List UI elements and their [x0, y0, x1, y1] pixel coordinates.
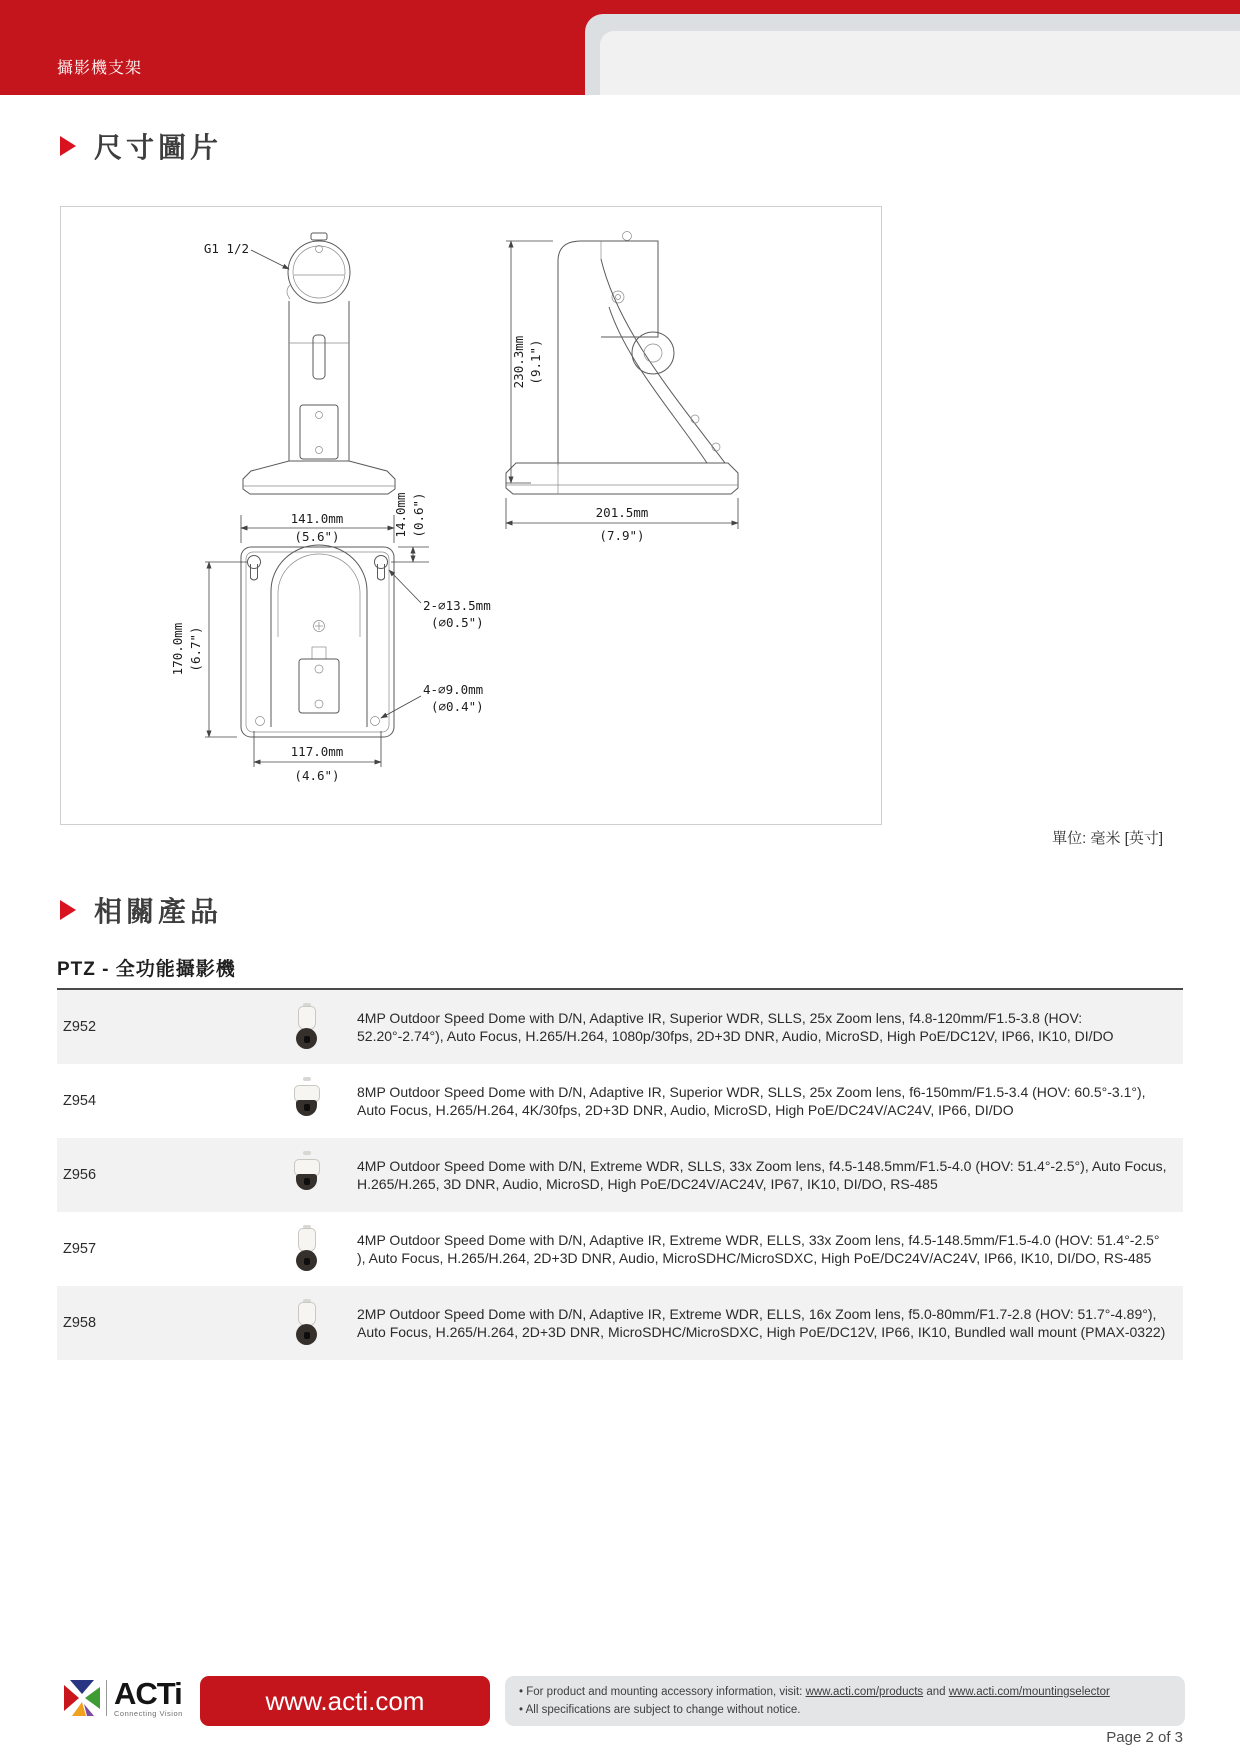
- product-description: 4MP Outdoor Speed Dome with D/N, Extreme WDR, SLLS, 33x Zoom lens, f4.5-148.5mm/F1.5-4.0 (HOV: 51.4°-2.5°), Auto Focus, H.265/H.265, 3D DNR, Audio, MicroSD, High PoE/DC24V/AC24V, IP67, IK10, DI/DO, RS-485: [357, 1158, 1167, 1192]
- thread-label: G1 1/2: [203, 241, 249, 256]
- bullet: •: [519, 1686, 524, 1698]
- back-offset-mm: 14.0mm: [393, 492, 408, 538]
- footer-notes: [505, 1676, 1185, 1726]
- products-link[interactable]: www.acti.com/products: [805, 1686, 924, 1698]
- slot-hole-label: 2-⌀13.5mm: [423, 598, 491, 613]
- header-title: 攝影機支架: [57, 60, 143, 77]
- bullet: •: [519, 1704, 524, 1716]
- related-products-table: [57, 988, 1183, 1360]
- side-height-mm: 230.3mm: [511, 335, 526, 389]
- back-bottom-mm: 117.0mm: [290, 744, 344, 759]
- ptz-camera-thumbnail: [292, 1299, 322, 1347]
- logo-divider: [106, 1680, 107, 1716]
- product-description: 4MP Outdoor Speed Dome with D/N, Adaptive IR, Extreme WDR, ELLS, 33x Zoom lens, f4.5-148.5mm/F1.5-4.0 (HOV: 51.4°-2.5° ), Auto Focus, H.265/H.264, 2D+3D DNR, Audio, MicroSDHC/MicroSDXC, High PoE/DC24V/AC24V, IP66, IK10, DI/DO, RS-485: [357, 1232, 1160, 1266]
- red-triangle-icon: [60, 900, 76, 920]
- website-button[interactable]: www.acti.com: [200, 1676, 490, 1726]
- back-width-in: (5.6"): [294, 529, 340, 544]
- product-image-cell: [257, 1225, 357, 1273]
- unit-note: 單位: 毫米 [英寸]: [1052, 830, 1163, 847]
- mount-hole-label: 4-⌀9.0mm: [423, 682, 484, 697]
- side-depth-mm: 201.5mm: [595, 505, 649, 520]
- cad-drawing: [61, 207, 881, 824]
- ptz-camera-thumbnail: [292, 1003, 322, 1051]
- table-row: [57, 1286, 1183, 1360]
- product-description: 8MP Outdoor Speed Dome with D/N, Adaptive IR, Superior WDR, SLLS, 25x Zoom lens, f6-150mm/F1.5-3.4 (HOV: 60.5°-3.1°), Auto Focus, H.265/H.264, 4K/30fps, 2D+3D DNR, Audio, MicroSD, High PoE/DC24V/AC24V, IP66, DI/DO: [357, 1084, 1146, 1118]
- product-group-title: PTZ - 全功能攝影機: [57, 959, 236, 980]
- product-description: 2MP Outdoor Speed Dome with D/N, Adaptive IR, Extreme WDR, ELLS, 16x Zoom lens, f5.0-80mm/F1.7-2.8 (HOV: 51.7°-4.89°), Auto Focus, H.265/H.264, 2D+3D DNR, MicroSDHC/MicroSDXC, High PoE/DC12V, IP66, IK10, Bundled wall mount (PMAX-0322): [357, 1306, 1166, 1340]
- table-row: [57, 1212, 1183, 1286]
- product-image-cell: [257, 1077, 357, 1125]
- acti-pinwheel-icon: [64, 1678, 100, 1718]
- dimension-drawing: [60, 206, 882, 825]
- ptz-camera-thumbnail: [292, 1077, 322, 1125]
- side-height-in: (9.1"): [528, 339, 543, 385]
- section-related-header: [60, 890, 222, 930]
- footer-note-2: • All specifications are subject to change without notice.: [519, 1704, 801, 1716]
- side-view: [506, 232, 738, 544]
- acti-logo: [64, 1675, 183, 1718]
- mountingselector-link[interactable]: www.acti.com/mountingselector: [948, 1686, 1110, 1698]
- table-row: [57, 1138, 1183, 1212]
- header-bar: [0, 0, 1240, 95]
- back-width-mm: 141.0mm: [290, 511, 344, 526]
- table-row: [57, 990, 1183, 1064]
- back-view: [170, 492, 491, 783]
- table-row: [57, 1064, 1183, 1138]
- page-number: Page 2 of 3: [1106, 1729, 1183, 1746]
- logo-wordmark: ACTi: [114, 1675, 182, 1711]
- product-model: Z956: [63, 1167, 97, 1183]
- product-model: Z952: [63, 1019, 97, 1035]
- red-triangle-icon: [60, 136, 76, 156]
- product-image-cell: [257, 1299, 357, 1347]
- back-bottom-in: (4.6"): [294, 768, 340, 783]
- product-description: 4MP Outdoor Speed Dome with D/N, Adaptive IR, Superior WDR, SLLS, 25x Zoom lens, f4.8-120mm/F1.5-3.8 (HOV: 52.20°-2.74°), Auto Focus, H.265/H.264, 1080p/30fps, 2D+3D DNR, Audio, MicroSD, High PoE/DC12V, IP66, IK10, DI/DO: [357, 1010, 1114, 1044]
- back-height-in: (6.7"): [188, 626, 203, 672]
- footer-note-1: • For product and mounting accessory information, visit: www.acti.com/products and www.acti.com/mountingselector: [519, 1686, 1110, 1698]
- product-model: Z957: [63, 1241, 97, 1257]
- front-view: [204, 233, 395, 494]
- back-offset-in: (0.6"): [411, 492, 426, 538]
- ptz-camera-thumbnail: [292, 1151, 322, 1199]
- ptz-camera-thumbnail: [292, 1225, 322, 1273]
- mount-hole-label-in: (⌀0.4"): [431, 699, 484, 714]
- back-height-mm: 170.0mm: [170, 622, 185, 676]
- logo-tagline: Connecting Vision: [114, 1708, 183, 1718]
- slot-hole-label-in: (⌀0.5"): [431, 615, 484, 630]
- product-model: Z958: [63, 1315, 97, 1331]
- product-image-cell: [257, 1151, 357, 1199]
- section-related-title: 相關產品: [94, 896, 223, 927]
- product-model: Z954: [63, 1093, 97, 1109]
- section-dimensions-title: 尺寸圖片: [94, 132, 223, 163]
- product-image-cell: [257, 1003, 357, 1051]
- side-depth-in: (7.9"): [599, 528, 645, 543]
- header-tab-inner-shape: [600, 31, 1240, 95]
- section-dimensions-header: [60, 126, 222, 166]
